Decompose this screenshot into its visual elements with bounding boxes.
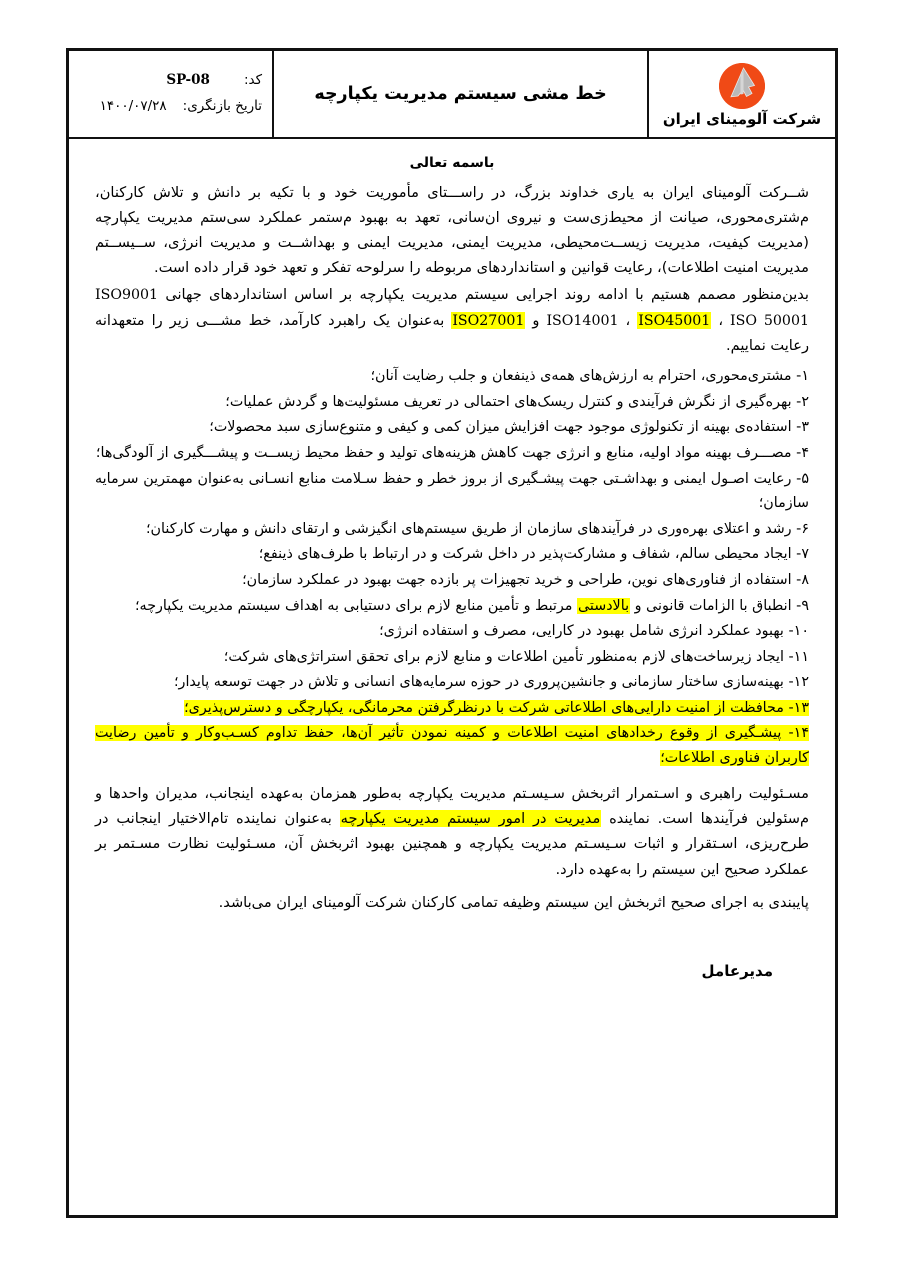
policy-item-text: پیشـگیری از وقوع رخدادهای امنیت اطلاعات و کمینه نمودن تأثیر آن‌ها، حفظ تداوم کسـب‌وکار و تأمین رضایت کاربران فناوری اطلاعات؛ bbox=[95, 725, 809, 766]
iso-27001-label: ISO27001 bbox=[452, 312, 525, 329]
basmala-heading: باسمه تعالی bbox=[409, 155, 495, 171]
policy-item-content bbox=[184, 700, 809, 716]
management-representative-label: مدیریت در امور سیستم مدیریت یکپارچه bbox=[340, 809, 601, 827]
responsibility-prefix: مسـئولیت راهبری و اسـتمرار اثربخش سـیسـتم مدیریت یکپارچه به‌طور همزمان به‌عهده اینجانب، مدیران واحدها و م‌سئولین فرآیندها است. نماینده bbox=[95, 784, 809, 827]
policy-item bbox=[95, 517, 809, 542]
company-name-label: شرکت آلومینای ایران bbox=[662, 110, 822, 129]
signature-title: مدیرعامل bbox=[701, 961, 773, 980]
standards-paragraph-suffix: به‌عنوان یک راهبرد کارآمد، خط مشـــی زیر را متعهدانه رعایت نماییم. bbox=[95, 311, 809, 355]
iso-9001-label: ISO9001 bbox=[95, 287, 159, 304]
policy-item bbox=[95, 696, 809, 721]
policy-item-text: مشتری‌محوری، احترام به ارزش‌های همه‌ی ذینفعان و جلب رضایت آنان؛ bbox=[370, 368, 792, 385]
iso-50001-label: ISO 50001 bbox=[730, 312, 809, 329]
standards-paragraph bbox=[95, 282, 809, 358]
policy-item bbox=[95, 415, 809, 440]
policy-item-number: ۷- bbox=[796, 546, 809, 563]
revision-date-label: تاریخ بازنگری: bbox=[182, 98, 262, 114]
document-code-row bbox=[79, 68, 262, 94]
policy-item-text: ایجاد محیطی سالم، شفاف و مشارکت‌پذیر در داخل شرکت و در ارتباط با طرف‌های ذینفع؛ bbox=[258, 546, 792, 563]
policy-item-text: بهینه‌سازی ساختار سازمانی و جانشین‌پروری در حوزه سرمایه‌های انسانی و تلاش در جهت توسعه پایدار؛ bbox=[174, 674, 784, 691]
policy-item bbox=[95, 441, 809, 466]
iso-14001-label: ISO14001 bbox=[546, 312, 619, 329]
policy-item-list bbox=[95, 364, 809, 770]
policy-item bbox=[95, 594, 809, 619]
document-header-table bbox=[69, 51, 835, 139]
policy-item-content bbox=[95, 471, 809, 512]
policy-item-number: ۱۳- bbox=[788, 699, 809, 716]
iso-separator-1: ، bbox=[618, 311, 638, 329]
policy-item-text: انطباق با الزامات قانونی و بالادستی مرتبط و تأمین منابع لازم برای دستیابی به اهداف سیستم مدیریت یکپارچه؛ bbox=[134, 597, 792, 614]
standards-paragraph-prefix: بدین‌منظور مصمم هستیم با ادامه روند اجرایی سیستم مدیریت یکپارچه بر اساس استانداردهای جهانی bbox=[158, 286, 809, 304]
policy-item-number: ۵- bbox=[796, 470, 810, 487]
policy-item bbox=[95, 542, 809, 567]
policy-item bbox=[95, 670, 809, 695]
policy-item-number: ۱۱- bbox=[788, 648, 809, 665]
policy-item bbox=[95, 645, 809, 670]
revision-date-row bbox=[79, 94, 262, 120]
policy-item bbox=[95, 364, 809, 389]
policy-item-number: ۱۴- bbox=[788, 725, 809, 742]
iso-45001-highlight bbox=[637, 312, 711, 329]
page-title: خط مشی سیستم مدیریت یکپارچه bbox=[314, 84, 607, 104]
document-code-label: کد: bbox=[243, 72, 262, 89]
policy-item-content bbox=[96, 445, 809, 461]
policy-item-content bbox=[371, 368, 809, 384]
policy-item-content bbox=[379, 623, 809, 639]
policy-item-text: استفاده از فناوری‌های نوین، طراحی و خرید تجهیزات پر بازده جهت بهبود در عملکرد سازمان؛ bbox=[242, 571, 792, 588]
policy-item-highlight: بالادستی bbox=[577, 597, 630, 614]
document-page-frame bbox=[66, 48, 838, 1218]
policy-item-text: ایجاد زیرساخت‌های لازم به‌منظور تأمین اطلاعات و منابع لازم برای تحقق استراتژی‌های شرکت؛ bbox=[223, 648, 784, 665]
policy-item bbox=[95, 390, 809, 415]
alumina-company-logo-icon bbox=[719, 63, 765, 109]
policy-item-content bbox=[209, 419, 809, 435]
policy-item bbox=[95, 721, 809, 770]
iso-27001-highlight bbox=[451, 312, 525, 329]
policy-item-text: مصـــرف بهینه مواد اولیه، منابع و انرژی جهت کاهش هزینه‌های تولید و حفظ محیط زیســت و پیشـــگیری از آلودگی‌ها؛ bbox=[95, 445, 792, 462]
iso-45001-label: ISO45001 bbox=[638, 312, 711, 329]
policy-item-number: ۱۰- bbox=[788, 623, 809, 640]
policy-item-number: ۶- bbox=[796, 520, 809, 537]
policy-item-number: ۹- bbox=[796, 597, 809, 614]
policy-item-content bbox=[146, 521, 809, 537]
policy-item-number: ۱۲- bbox=[788, 674, 809, 691]
policy-item-text: رشد و اعتلای بهره‌وری در فرآیندهای سازمان از طریق سیستم‌های انگیزشی و ارتقای دانش و مهارت کارکنان؛ bbox=[146, 520, 792, 537]
header-title-cell bbox=[272, 51, 647, 137]
policy-item bbox=[95, 619, 809, 644]
responsibility-suffix: به‌عنوان نماینده تام‌الاختیار اینجانب در طرح‌ریزی، اسـتقرار و اثبات سـیسـتم مدیریت یکپارچه و همچنین بهبود اثربخش آن، مسـئولیت نظارت مسـتمر بر عملکرد صحیح این سیستم را به‌عهده دارد. bbox=[95, 809, 809, 878]
header-meta-cell bbox=[69, 51, 272, 137]
document-body bbox=[69, 139, 835, 990]
document-code-value: SP-08 bbox=[166, 72, 210, 89]
policy-item-content bbox=[95, 725, 809, 766]
policy-item-content bbox=[174, 674, 809, 690]
policy-item-text: بهره‌گیری از نگرش فرآیندی و کنترل ریسک‌های احتمالی در تعریف مسئولیت‌ها و گردش عملیات؛ bbox=[225, 393, 792, 410]
policy-item-text: رعایت اصـول ایمنی و بهداشـتی جهت پیشـگیری از بروز خطر و حفظ سـلامت منابع انسـانی به‌عنوان مهمترین سرمایه سازمان؛ bbox=[95, 470, 809, 512]
policy-item-number: ۲- bbox=[796, 393, 809, 410]
policy-item-number: ۴- bbox=[796, 445, 809, 462]
revision-date-value: ۱۴۰۰/۰۷/۲۸ bbox=[99, 98, 167, 114]
policy-item-content bbox=[135, 598, 809, 614]
policy-item bbox=[95, 467, 809, 516]
policy-item-content bbox=[259, 546, 809, 562]
header-logo-cell bbox=[647, 51, 835, 137]
policy-item-number: ۱- bbox=[796, 368, 809, 385]
policy-item bbox=[95, 568, 809, 593]
policy-item-text: استفاده‌ی بهینه از تکنولوژی موجود جهت افزایش میزان کمی و کیفی و متنوع‌سازی سبد محصولات؛ bbox=[209, 419, 792, 436]
policy-item-content bbox=[224, 649, 809, 665]
iso-separator-2: ، bbox=[711, 311, 731, 329]
policy-item-text: بهبود عملکرد انرژی شامل بهبود در کارایی، مصرف و استفاده انرژی؛ bbox=[379, 623, 784, 640]
policy-item-content bbox=[225, 394, 809, 410]
policy-item-number: ۳- bbox=[796, 419, 809, 436]
responsibility-paragraph bbox=[95, 781, 809, 883]
iso-conjunction: و bbox=[525, 311, 547, 329]
closing-section bbox=[95, 781, 809, 980]
policy-item-text: محافظت از امنیت دارایی‌های اطلاعاتی شرکت با درنظرگرفتن محرمانگی، یکپارچگی و دسترس‌پذیری؛ bbox=[184, 699, 784, 716]
policy-item-number: ۸- bbox=[796, 571, 809, 588]
intro-paragraph: شــرکت آلومینای ایران به یاری خداوند بزرگ، در راســـتای مأموریت خود و با تکیه بر دانش و تلاش کارکنان، م‌شتری‌محوری، صیانت از محیط‌زی‌ست و نیروی ان‌سانی، تعهد به بهبود م‌ستمر عملکرد سی‌ستم مدیریت یکپارچه (مدیریت کیفیت، مدیریت زیســت‌محیطی، مدیریت ایمنی، مدیریت ایمنی و بهداشــت و مدیریت انرژی، ســیســتم مدیریت امنیت اطلاعات)، رعایت قوانین و استانداردهای مربوطه را سرلوحه تفکر و تعهد خود قرار داده است. bbox=[95, 184, 809, 277]
policy-item-content bbox=[242, 572, 809, 588]
final-note-paragraph: پایبندی به اجرای صحیح اثربخش این سیستم وظیفه تمامی کارکنان شرکت آلومینای ایران می‌باشد. bbox=[218, 894, 809, 912]
management-representative-highlight bbox=[340, 810, 602, 827]
